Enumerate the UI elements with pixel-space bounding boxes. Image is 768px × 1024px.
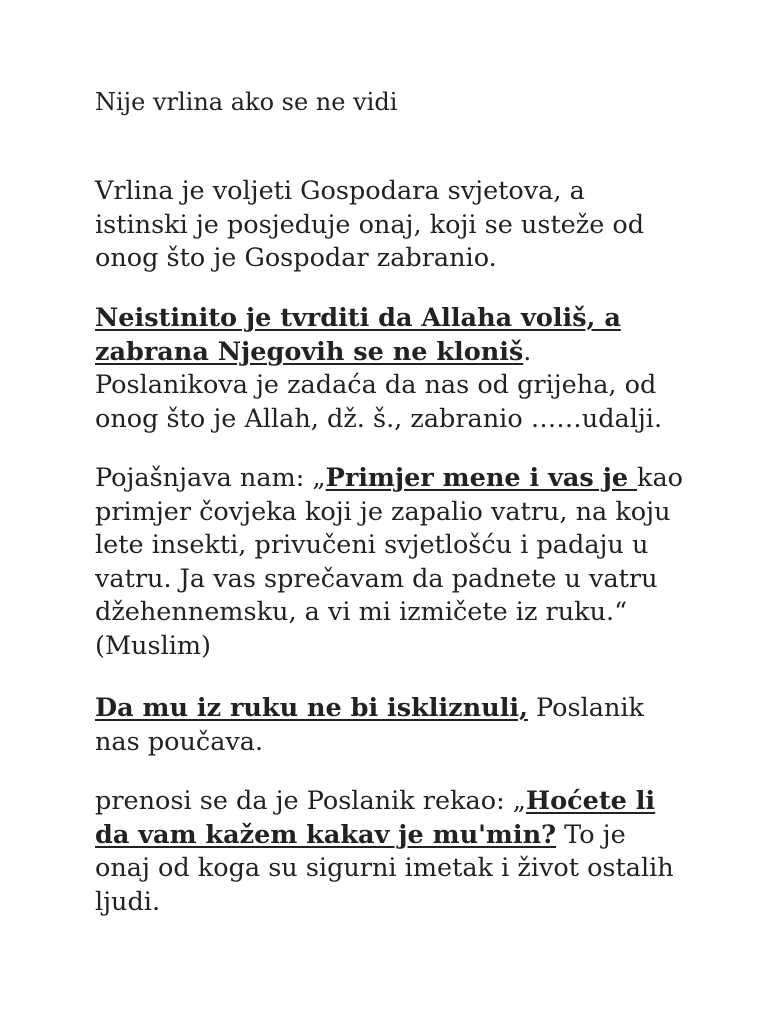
paragraph-5	[95, 785, 685, 919]
paragraph-1	[95, 175, 685, 276]
paragraph-3-bold-link[interactable]: Primjer mene i vas je	[325, 463, 637, 493]
document-title: Nije vrlina ako se ne vidi	[95, 88, 398, 116]
paragraph-5-bold-link[interactable]: Hoćete li da vam kažem kakav je mu'min?	[95, 786, 656, 850]
paragraph-4-text: Poslanik nas poučava.	[95, 693, 645, 757]
paragraph-5-text: To je onaj od koga su sigurni imetak i život ostalih ljudi.	[95, 819, 674, 917]
paragraph-3	[95, 462, 685, 663]
paragraph-2-text: . Poslanikova je zadaća da nas od grijeha, od onog što je Allah, dž. š., zabranio ……udalji.	[95, 336, 663, 434]
paragraph-5-intro: prenosi se da je Poslanik rekao: „	[95, 786, 526, 816]
paragraph-2	[95, 302, 685, 436]
paragraph-4	[95, 692, 685, 759]
paragraph-4-bold-link[interactable]: Da mu iz ruku ne bi iskliznuli,	[95, 693, 528, 723]
paragraph-2-bold-link[interactable]: Neistinito je tvrditi da Allaha voliš, a zabrana Njegovih se ne kloniš	[95, 303, 621, 367]
paragraph-1-text: Vrlina je voljeti Gospodara svjetova, a istinski je posjeduje onaj, koji se usteže od onog što je Gospodar zabranio.	[95, 176, 645, 273]
paragraph-3-intro: Pojašnjava nam: „	[95, 463, 326, 493]
paragraph-3-text: kao primjer čovjeka koji je zapalio vatru, na koju lete insekti, privučeni svjetlošću i padaju u vatru. Ja vas sprečavam da padnete u vatru džehennemsku, a vi mi izmičete iz ruku.“ (Muslim)	[95, 463, 684, 661]
